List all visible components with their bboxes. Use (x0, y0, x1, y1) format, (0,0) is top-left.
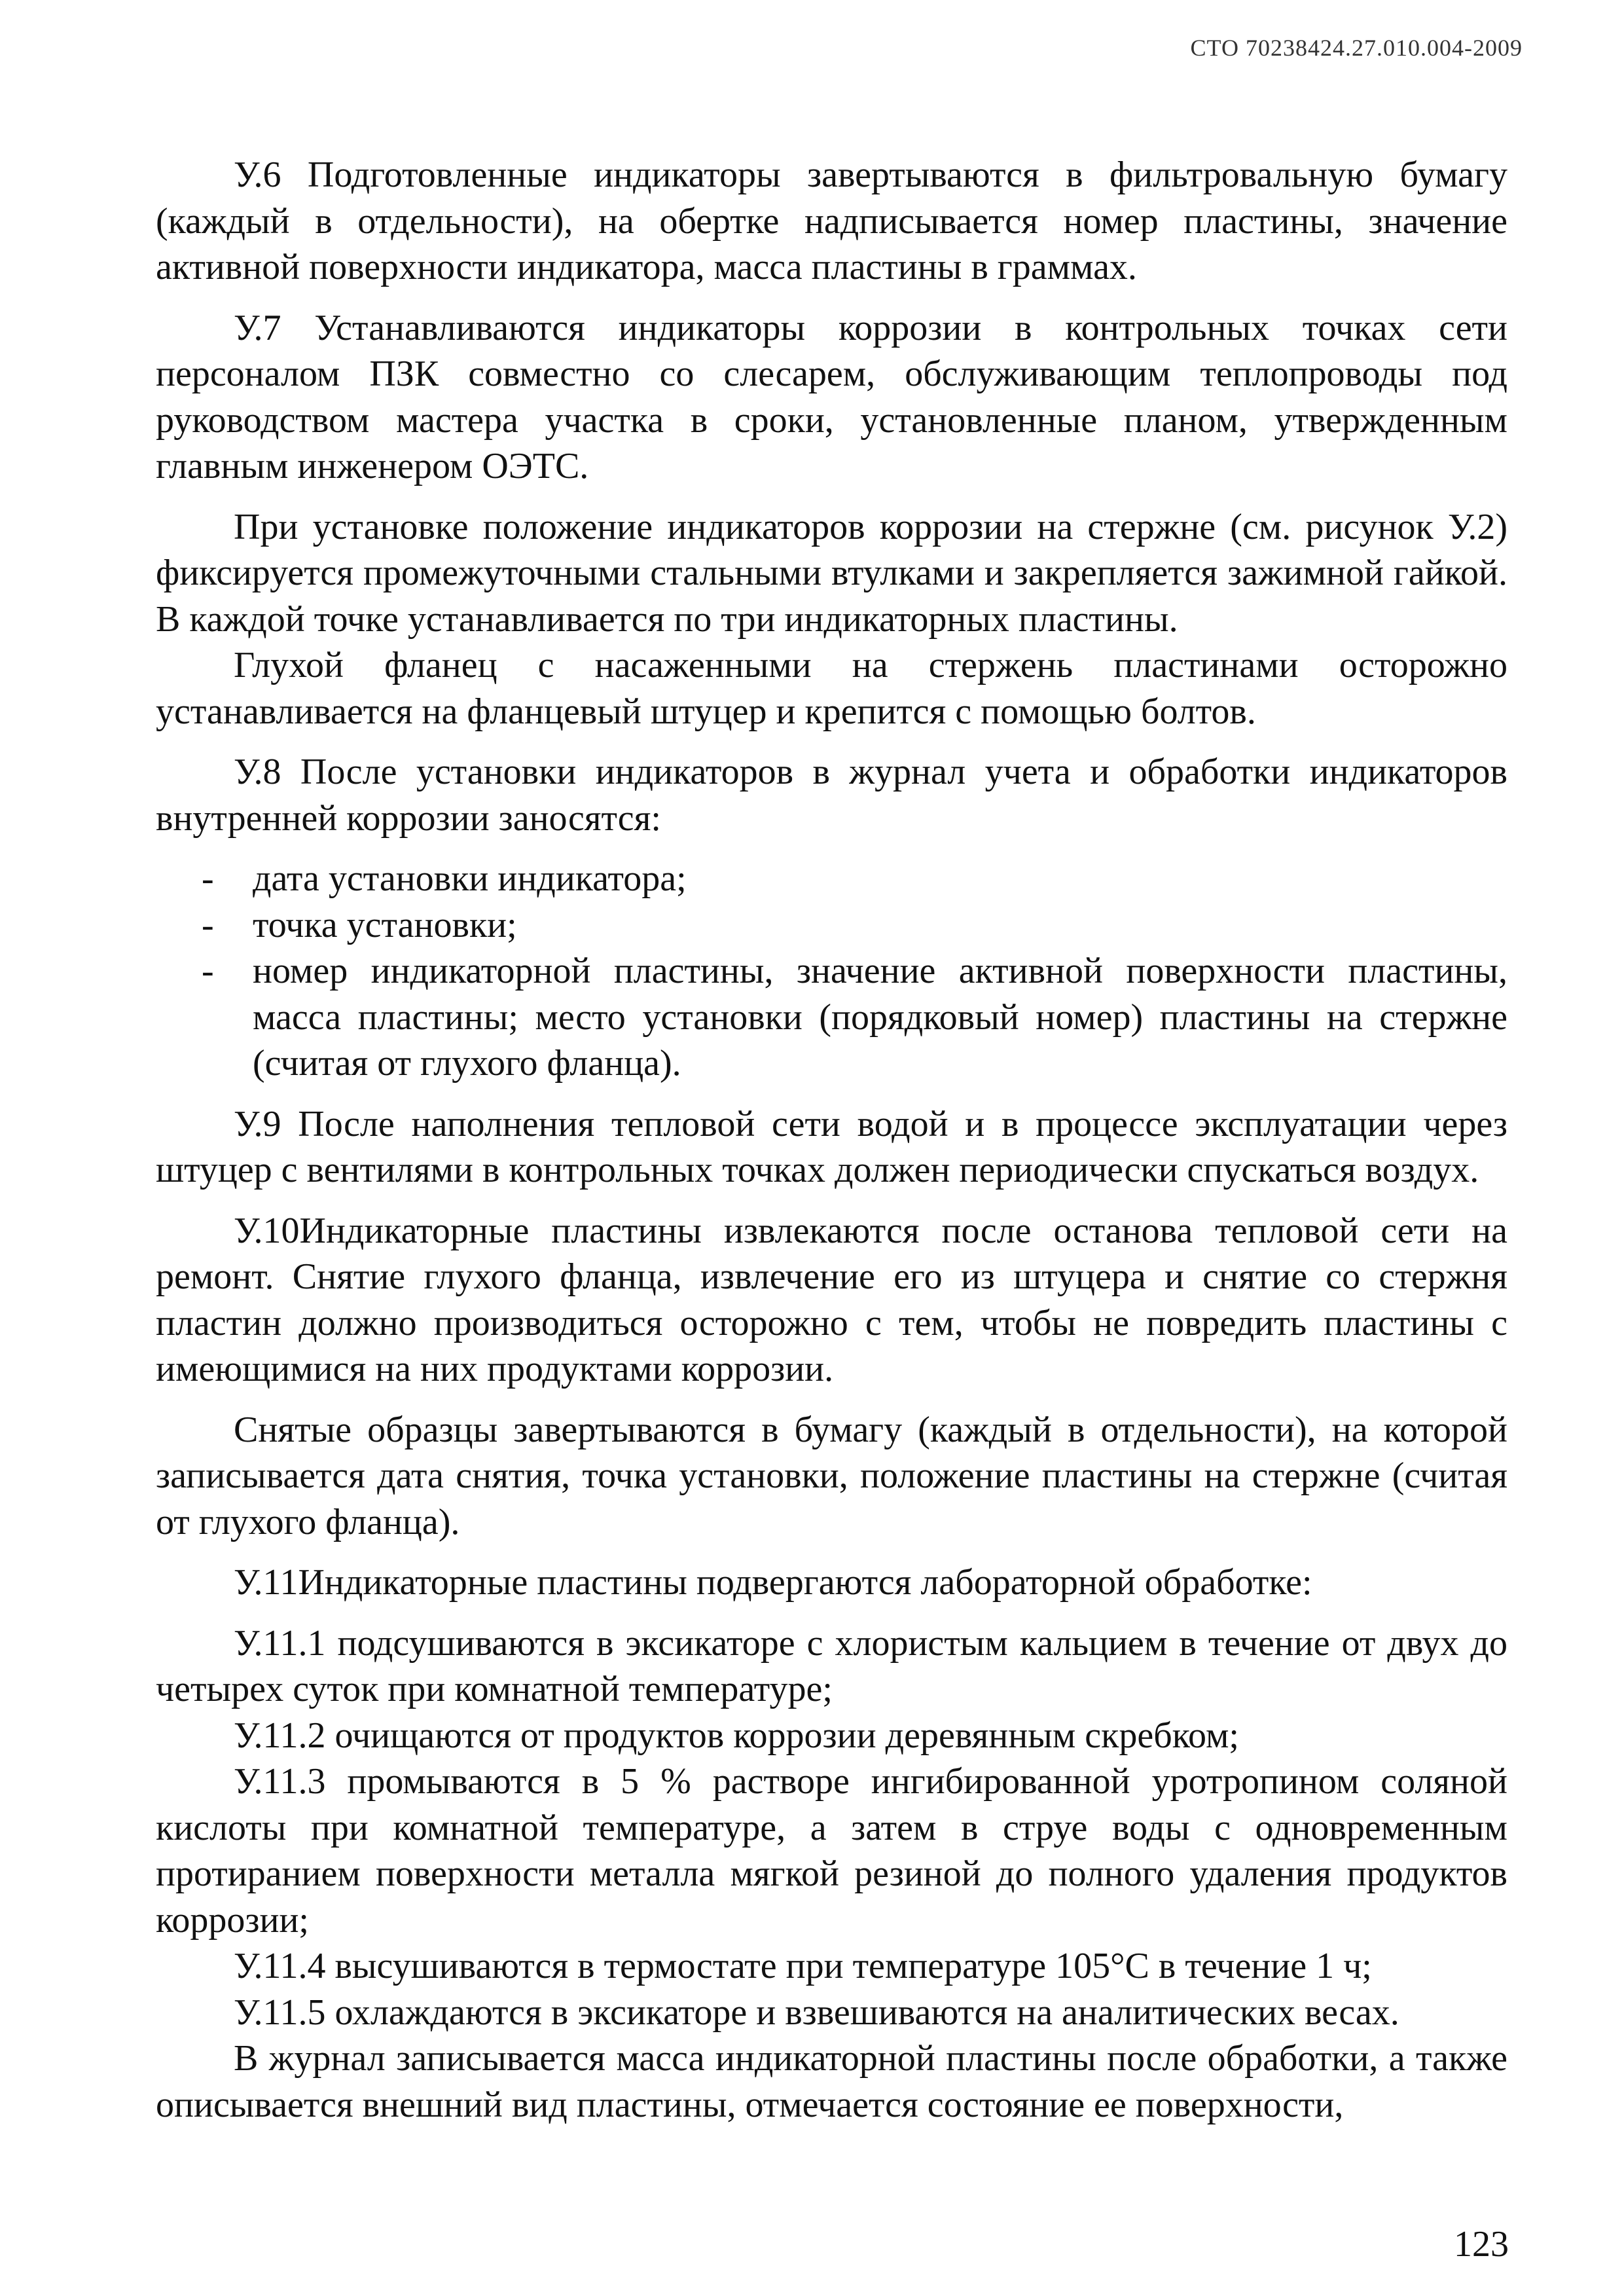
list-item-text: точка установки; (253, 904, 517, 945)
list-item (156, 902, 1507, 949)
paragraph-blind-flange: Глухой фланец с насаженными на стержень пластинами осторожно устанавливается на фланцевый штуцер и крепится с помощью болтов. (156, 645, 1507, 732)
journal-entries-list (156, 856, 1507, 1087)
paragraph-u11-4: У.11.4 высушиваются в термостате при температуре 105°С в течение 1 ч; (234, 1946, 1372, 1986)
list-dash: - (202, 951, 214, 991)
list-item-text: дата установки индикатора; (253, 858, 687, 899)
list-item (156, 948, 1507, 1087)
document-code-header: СТО 70238424.27.010.004-2009 (1190, 35, 1523, 61)
list-dash: - (202, 904, 214, 945)
paragraph-u11-3: У.11.3 промываются в 5 % растворе ингибированной уротропином соляной кислоты при комнатной температуре, а затем в струе воды с одновременным протиранием поверхности металла мягкой резиной до полного удаления продуктов коррозии; (156, 1761, 1507, 1941)
document-body (156, 152, 1507, 2128)
paragraph-u6: У.6 Подготовленные индикаторы завертываются в фильтровальную бумагу (каждый в отдельности), на обертке надписывается номер пластины, значение активной поверхности индикатора, масса пластины в граммах. (156, 155, 1507, 287)
paragraph-removed-samples: Снятые образцы завертываются в бумагу (каждый в отдельности), на которой записывается дата снятия, точка установки, положение пластины на стержне (считая от глухого фланца). (156, 1409, 1507, 1542)
list-dash: - (202, 858, 214, 899)
paragraph-journal-record: В журнал записывается масса индикаторной пластины после обработки, а также описывается внешний вид пластины, отмечается состояние ее поверхности, (156, 2038, 1507, 2125)
paragraph-u11-2: У.11.2 очищаются от продуктов коррозии деревянным скребком; (234, 1715, 1239, 1756)
list-item-text: номер индикаторной пластины, значение активной поверхности пластины, масса пластины; место установки (порядковый номер) пластины на стержне (считая от глухого фланца). (253, 951, 1507, 1084)
list-item (156, 856, 1507, 902)
paragraph-u7: У.7 Устанавливаются индикаторы коррозии в контрольных точках сети персоналом ПЗК совместно со слесарем, обслуживающим теплопроводы под руководством мастера участка в сроки, установленные планом, утвержденным главным инженером ОЭТС. (156, 307, 1507, 486)
paragraph-u11-5: У.11.5 охлаждаются в эксикаторе и взвешиваются на аналитических весах. (234, 1992, 1399, 2033)
paragraph-u10: У.10Индикаторные пластины извлекаются после останова тепловой сети на ремонт. Снятие глухого фланца, извлечение его из штуцера и снятие со стержня пластин должно производиться осторожно с тем, чтобы не повредить пластины с имеющимися на них продуктами коррозии. (156, 1210, 1507, 1389)
page-number: 123 (1454, 2224, 1509, 2265)
paragraph-u11-1: У.11.1 подсушиваются в эксикаторе с хлористым кальцием в течение от двух до четырех суток при комнатной температуре; (156, 1622, 1507, 1709)
paragraph-installation-position: При установке положение индикаторов коррозии на стержне (см. рисунок У.2) фиксируется промежуточными стальными втулками и закрепляется зажимной гайкой. В каждой точке устанавливается по три индикаторных пластины. (156, 506, 1507, 640)
paragraph-u8: У.8 После установки индикаторов в журнал учета и обработки индикаторов внутренней коррозии заносятся: (156, 752, 1507, 839)
paragraph-u9: У.9 После наполнения тепловой сети водой и в процессе эксплуатации через штуцер с вентилями в контрольных точках должен периодически спускаться воздух. (156, 1103, 1507, 1190)
paragraph-u11: У.11Индикаторные пластины подвергаются лабораторной обработке: (234, 1562, 1312, 1603)
